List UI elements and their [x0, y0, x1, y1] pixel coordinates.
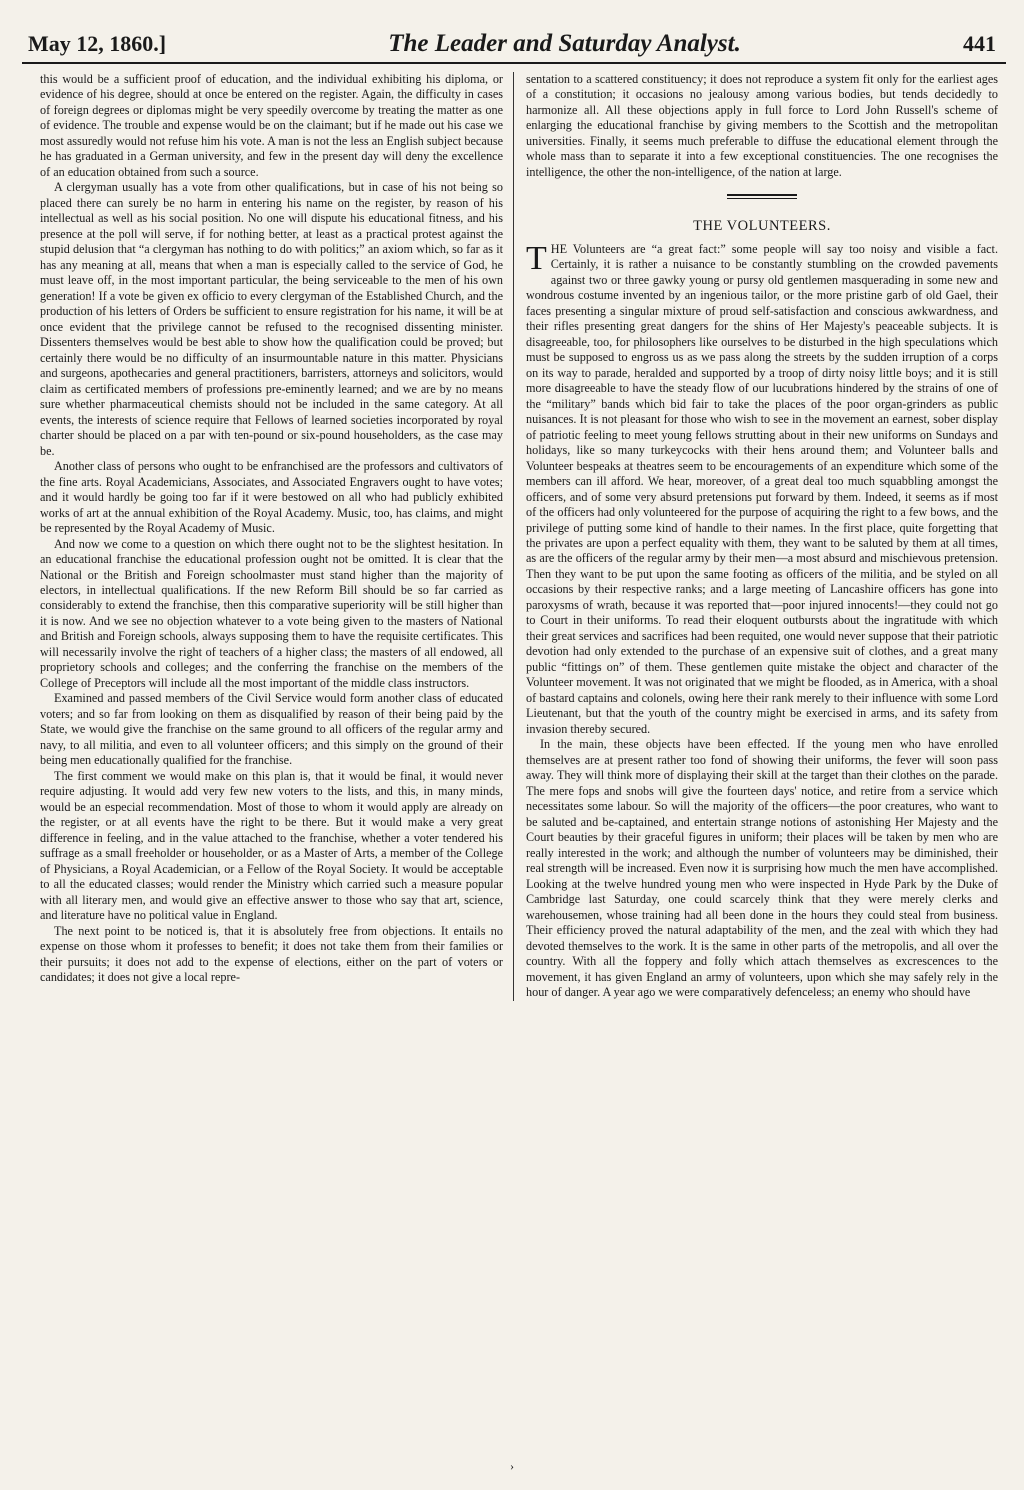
paragraph: this would be a sufficient proof of education, and the individual exhibiting his diploma, or evidence of his degree, should at once be entered on the register. Again, the difficulty in cases of foreign degrees or diplomas might be very speedily overcome by treating the matter as one of evidence. The trouble and expense would be on the claimant; but if he made out his case we most assuredly would not refuse him his vote. A man is not the less an English subject because he has graduated in a German university, and few in the present day will deny the excellence of an education obtained from such a source.: [40, 72, 503, 179]
paragraph: A clergyman usually has a vote from other qualifications, but in case of his not being so placed there can surely be no harm in entering his name on the register, by reason of his intellectual as well as his social position. No one will dispute his educational fitness, and his presence at the poll will serve, if for nothing better, at least as a practical protest against the stupid delusion that “a clergyman has nothing to do with politics;” an axiom which, so far as it has any meaning at all, means that when a man is especially called to the service of God, he must leave off, in the most important particular, the being serviceable to the men of his own generation! If a vote be given ex officio to every clergyman of the Established Church, and the production of his letters of Orders be sufficient to ensure registration for his name, it will be at once evident that the privilege cannot be refused to the recognised dissenting minister. Dissenters themselves would be best able to show how the qualification could be proved; but certainly there would be no difficulty of an insurmountable nature in this matter. Physicians and surgeons, apothecaries and general practitioners, barristers, attorneys and solicitors, would claim as certificated members of professions pre-eminently learned; and we are by no means sure whether pharmaceutical chemists should not be included in the same category. At all events, the interests of science require that Fellows of learned societies incorporated by royal charter should be placed on a par with ten-pound or six-pound householders, as the case may be.: [40, 180, 503, 458]
drop-cap: T: [526, 239, 547, 277]
page-number: 441: [962, 31, 996, 56]
section-title: THE VOLUNTEERS.: [693, 218, 831, 235]
paragraph: The first comment we would make on this plan is, that it would be final, it would never require adjusting. It would add very few new voters to the lists, and this, in many minds, would be an especial recommendation. Most of those to whom it would apply are already on the register, or at all events have the right to be there. But it would make a very great difference in feeling, and in the value attached to the franchise, whether a voter tendered his suffrage as a small freeholder or householder, or as a Master of Arts, a member of the College of Physicians, a Royal Academician, or a Fellow of the Royal Society. It would be acceptable to all the educated classes; would render the Ministry which carried such a measure popular with all literary men, and would give an effective answer to those who say that art, science, and literature have no political value in England.: [40, 768, 503, 923]
issue-date: May 12, 1860.]: [28, 31, 167, 56]
article-columns: [22, 72, 1006, 1001]
right-column: [514, 72, 1006, 1001]
paragraph: Examined and passed members of the Civil Service would form another class of educated voters; and so far from looking on them as disqualified by reason of their being paid by the State, we would give the franchise on the same ground to all officers of the regular army and navy, to all militia, and even to all volunteer officers; and this simply on the ground of their being men educationally qualified for the franchise.: [40, 691, 503, 768]
publication-title: The Leader and Saturday Analyst.: [388, 30, 741, 57]
paragraph: [526, 239, 998, 738]
paragraph: The next point to be noticed is, that it is absolutely free from objections. It entails no expense on those whom it professes to benefit; it does not take them from their families or their pursuits; it does not add to the expense of elections, either on the part of voters or candidates; it does not give a local repre-: [40, 923, 503, 985]
paragraph: In the main, these objects have been effected. If the young men who have enrolled themselves are at present rather too fond of showing their uniforms, the fever will soon pass away. They will think more of displaying their skill at the target than their clothes on the parade. The mere fops and snobs will give the fourteen days' notice, and retire from a service which necessitates some labour. So will the majority of the officers—the poor creatures, who want to be saluted and be-captained, and entertain strange notions of astonishing Her Majesty and the Court beauties by their graceful figures in uniform; their places will be taken by men who are really interested in the work; and although the number of volunteers may be diminished, their real strength will be increased. Even now it is surprising how much the men have accomplished. Looking at the twelve hundred young men who were inspected in Hyde Park by the Duke of Cambridge last Saturday, one could scarcely think that they were merely clerks and warehousemen, whose training had all been done in the hours they could steal from business. Their efficiency proved the natural adaptability of the men, and the zeal with which they had devoted themselves to the work. It is the same in other parts of the metropolis, and all over the country. With all the foppery and folly which attach themselves as excrescences to the movement, it has given England an army of volunteers, upon which she may safely rely in the hour of danger. A year ago we were comparatively defenceless; an enemy who should have: [526, 737, 998, 1000]
paragraph: sentation to a scattered constituency; it does not reproduce a system fit only for the earliest ages of a constitution; it occasions no jealousy among various bodies, but tends decidedly to harmonize all. All these objections apply in full force to Lord John Russell's scheme of enlarging the educational franchise by giving members to the Scottish and the metropolitan universities. Finally, it seems much preferable to diffuse the educational element through the whole mass than to separate it into a few exceptional constituencies. The one recognises the intelligence, the other the non-intelligence, of the nation at large.: [526, 72, 998, 179]
left-column: [22, 72, 514, 1001]
section-divider: [727, 194, 797, 199]
page-header: [22, 30, 1006, 64]
paragraph-text: HE Volunteers are “a great fact:” some people will say too noisy and visible a fact. Certainly, it is rather a nuisance to be constantly stumbling on the crowded pavements against two or three gawky young or pursy old gentlemen masquerading in some new and wondrous costume invented by an ingenious tailor, or the more pristine garb of old Gael, their faces presenting a singular mixture of proud self-satisfaction and conscious awkwardness, and their rifles presenting great dangers for the shins of Her Majesty's peaceable subjects. It is disagreeable, too, for philosophers like ourselves to be disturbed in the high speculations which must be supposed to engross us as we pass along the streets by the sudden irruption of a corps on its way to parade, heralded and supported by a troop of dirty noisy little boys; and it is still more disagreeable to have the steady flow of our lucubrations hindered by the strains of one of the “military” bands which bid fair to take the places of the poor organ-grinders as public nuisances. It is not pleasant for those who wish to see in the movement an earnest, sober display of patriotic feeling to meet young fellows strutting about in their new uniforms on Sundays and holidays, like so many turkeycocks with their hens around them; and Volunteer balls and Volunteer bespeaks at theatres seem to be encouragements of an expenditure which some of the members can ill afford. We hear, moreover, of a great deal too much squabbling amongst the officers, and of some very absurd pretensions put forward by them. Indeed, it seems as if most of the officers had only volunteered for the purpose of acquiring the right to a few bows, and the privilege of putting some kind of handle to their names. In the first place, quite forgetting that the privates are upon a perfect equality with them, they want to be saluted by them at all times, as are the officers of the regular army by their men—a most absurd and mischievous pretension. Then they want to be put upon the same footing as officers of the militia, and be styled on all occasions by their respective ranks; and a large meeting of Lancashire officers has gone into paroxysms of wrath, because it was reported that—poor injured innocents!—they could not go to Court in their uniforms. To read their eloquent outbursts about the ingratitude with which their great services and sacrifices had been requited, one would never suppose that their patriotic devotion had only extended to the purchase of an expensive suit of clothes, and a great many public “fittings on” of them. These gentlemen quite mistake the object and character of the Volunteer movement. It was not originated that we might be flooded, as in America, with a shoal of bastard captains and colonels, owing here their rank merely to their influence with some Lord Lieutenant, but that the youth of the country might be exercised in arms, and its safety from invasion thereby secured.: [526, 241, 998, 736]
paragraph: And now we come to a question on which there ought not to be the slightest hesitation. In an educational franchise the educational profession ought not be omitted. It is clear that the National or the British and Foreign schoolmaster must stand higher than the majority of electors, in intellectual qualifications. If the new Reform Bill should be so far carried as considerably to extend the franchise, then this comparative superiority will be still higher than it is now. And we see no objection whatever to a vote being given to the masters of National and British and Foreign schools, always supposing them to have the requisite certificates. This will necessarily involve the right of teachers of a higher class; the masters of all endowed, all proprietory schools and colleges; and the conferring the franchise on the members of the College of Preceptors will include all the most important of the middle class instructors.: [40, 536, 503, 690]
footer-mark: ›: [510, 1459, 514, 1473]
paragraph: Another class of persons who ought to be enfranchised are the professors and cultivators of the fine arts. Royal Academicians, Associates, and Associated Engravers ought to have votes; and it would hardly be going too far if it were bestowed on all who had publicly exhibited works of art at the annual exhibition of the Royal Academy. Music, too, has claims, and might be represented by the Royal Academy of Music.: [40, 459, 503, 536]
